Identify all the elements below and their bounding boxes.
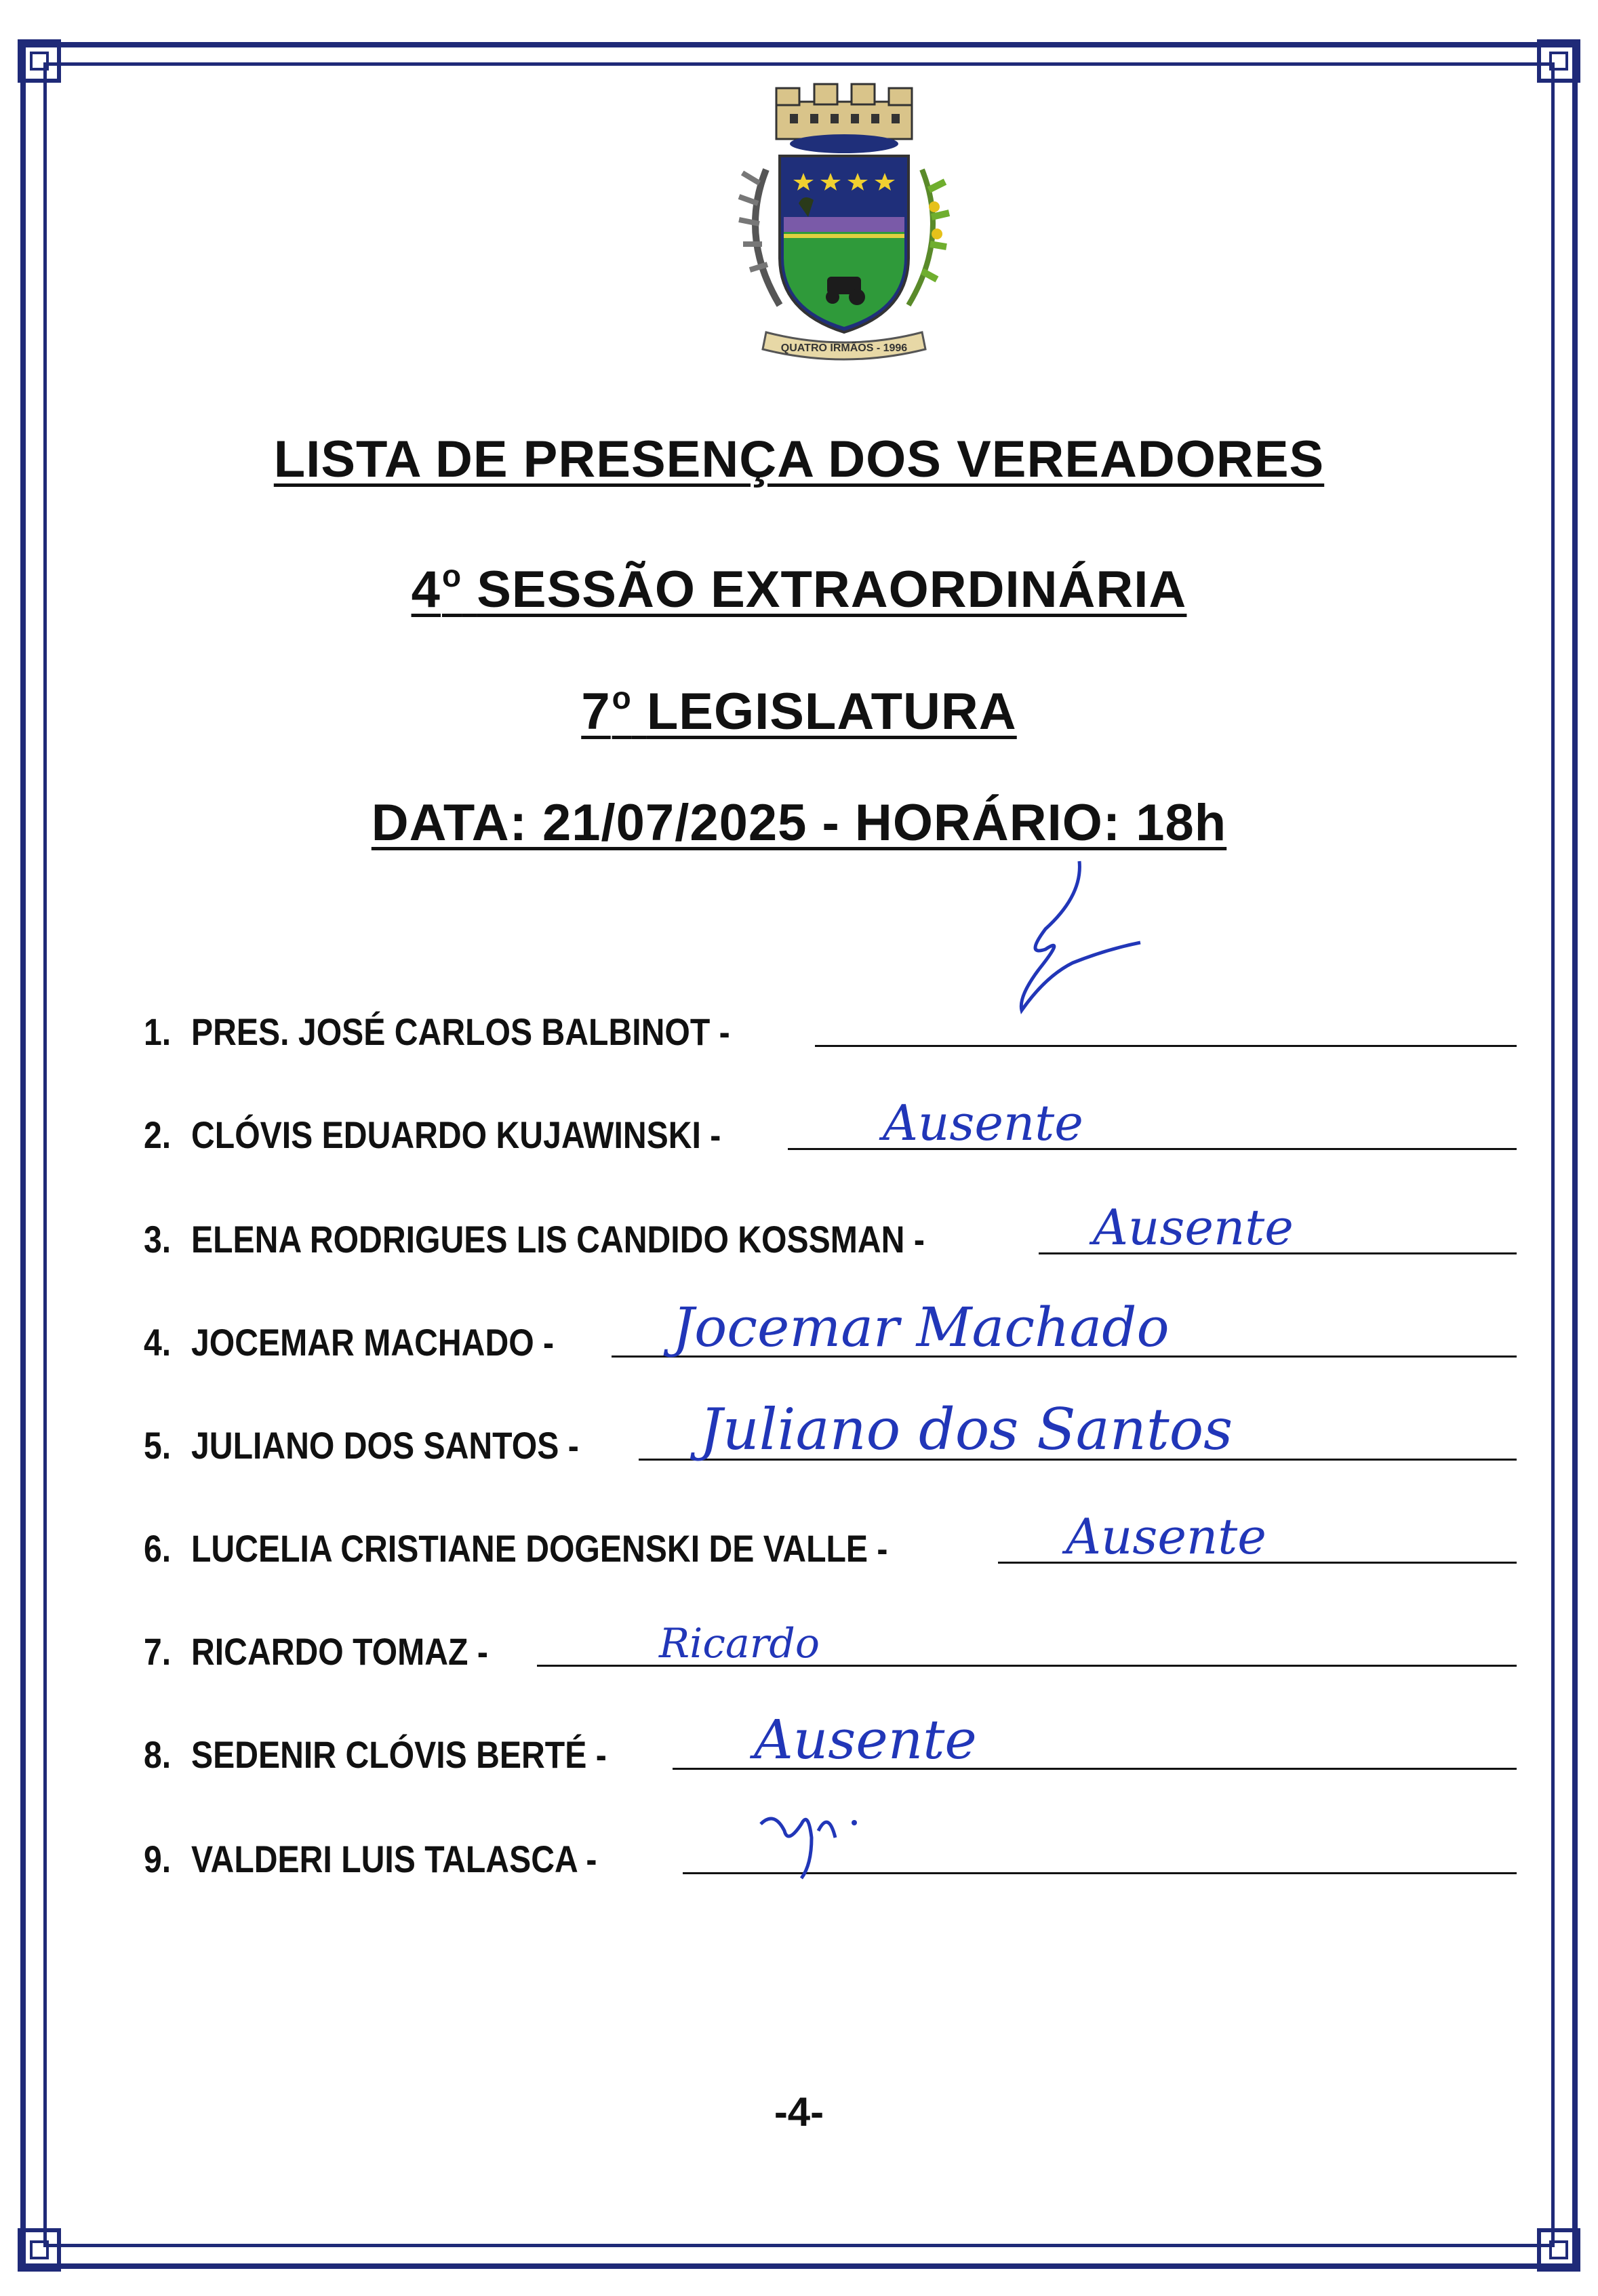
signature-text: Ausente	[1066, 1508, 1266, 1565]
attendee-name: SEDENIR CLÓVIS BERTÉ -	[191, 1733, 607, 1776]
handwritten-signature-icon	[754, 1797, 862, 1885]
document-title	[0, 431, 1598, 488]
attendee-number: 9.	[144, 1838, 172, 1880]
crest-banner-text: QUATRO IRMÃOS - 1996	[780, 342, 908, 354]
signature-line[interactable]	[815, 1045, 1517, 1047]
municipal-crest-icon	[719, 81, 970, 380]
attendee-name: RICARDO TOMAZ -	[191, 1630, 488, 1673]
legislature-number: 7	[581, 683, 611, 740]
corner-ornament	[18, 2228, 61, 2272]
corner-ornament	[18, 39, 61, 83]
date-heading	[0, 794, 1598, 852]
signature-text: Ausente	[883, 1094, 1083, 1151]
attendee-number: 6.	[144, 1527, 172, 1570]
attendee-number: 3.	[144, 1218, 172, 1261]
attendee-number: 2.	[144, 1113, 172, 1156]
session-ordinal: o	[441, 558, 462, 593]
attendee-number: 4.	[144, 1321, 172, 1364]
attendee-number: 8.	[144, 1733, 172, 1776]
attendee-row	[144, 1508, 1517, 1570]
attendee-row	[144, 1708, 1517, 1776]
attendee-row	[144, 1617, 1517, 1671]
signature-text: Ausente	[1093, 1199, 1294, 1256]
attendee-row	[144, 1296, 1517, 1364]
attendee-name: LUCELIA CRISTIANE DOGENSKI DE VALLE -	[191, 1527, 888, 1570]
attendee-name: ELENA RODRIGUES LIS CANDIDO KOSSMAN -	[191, 1218, 925, 1261]
attendee-row	[144, 1396, 1517, 1467]
attendee-row	[144, 1824, 1517, 1878]
signature-text: Ricardo	[659, 1620, 820, 1667]
attendee-number: 1.	[144, 1010, 172, 1053]
legislature-ordinal: o	[612, 680, 632, 715]
corner-ornament	[1537, 39, 1580, 83]
corner-ornament	[1537, 2228, 1580, 2272]
legislature-heading	[0, 682, 1598, 738]
date-line: DATA: 21/07/2025 - HORÁRIO: 18h	[371, 794, 1227, 852]
session-heading	[0, 560, 1598, 616]
attendee-name: VALDERI LUIS TALASCA -	[191, 1838, 597, 1880]
attendee-name: JOCEMAR MACHADO -	[191, 1321, 555, 1364]
legislature-text: LEGISLATURA	[646, 683, 1017, 740]
signature-text: Jocemar Machado	[673, 1296, 1170, 1359]
attendee-name: CLÓVIS EDUARDO KUJAWINSKI -	[191, 1113, 721, 1156]
signature-text: Ausente	[754, 1708, 977, 1771]
signature-text: Juliano dos Santos	[700, 1396, 1233, 1463]
attendee-name: JULIANO DOS SANTOS -	[191, 1424, 579, 1467]
page-number: -4-	[774, 2089, 824, 2135]
attendee-row	[144, 997, 1517, 1051]
handwritten-signature-icon	[944, 854, 1147, 1058]
session-text: SESSÃO EXTRAORDINÁRIA	[477, 561, 1187, 618]
attendee-number: 7.	[144, 1630, 172, 1673]
document-title-text: LISTA DE PRESENÇA DOS VEREADORES	[273, 431, 1325, 488]
attendee-name: PRES. JOSÉ CARLOS BALBINOT -	[191, 1010, 730, 1053]
attendee-row	[144, 1094, 1517, 1156]
session-number: 4	[411, 561, 441, 618]
attendee-row	[144, 1199, 1517, 1261]
attendee-number: 5.	[144, 1424, 172, 1467]
